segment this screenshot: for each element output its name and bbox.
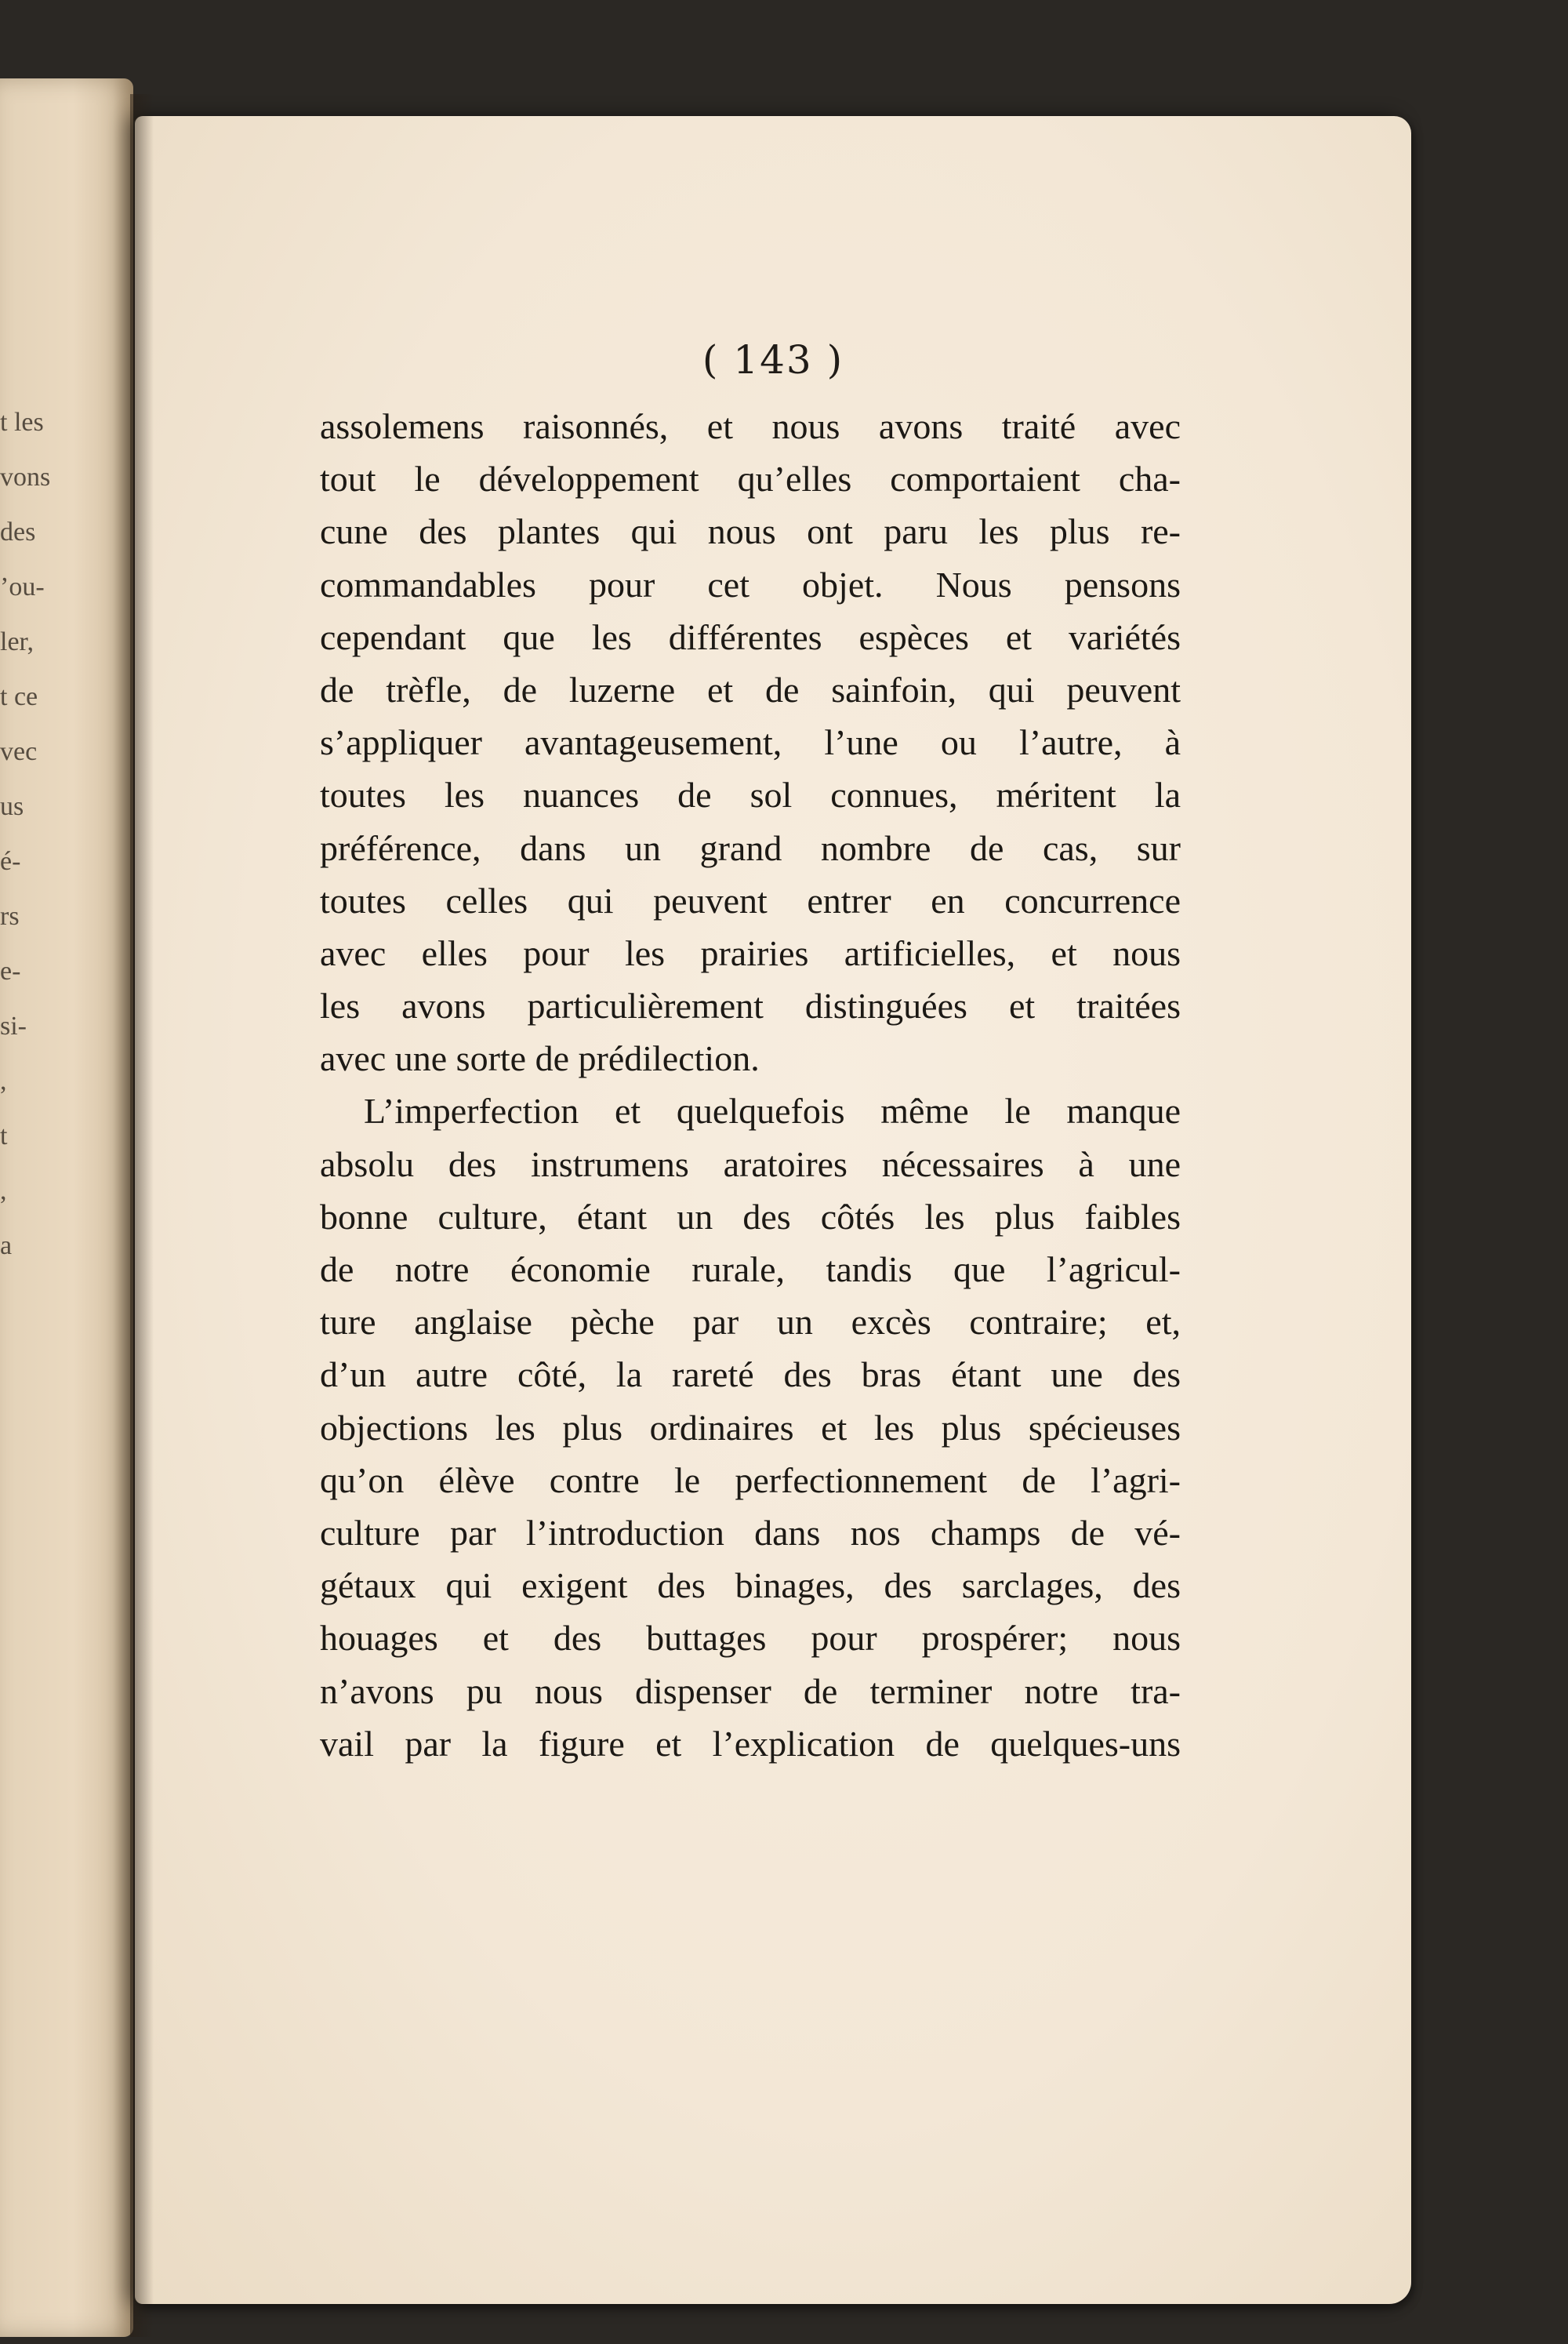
text-line: de notre économie rurale, tandis que l’agricul- <box>320 1249 1181 1289</box>
text-line: cune des plantes qui nous ont paru les plus re- <box>320 511 1181 552</box>
facing-page-fragment: , <box>0 1176 7 1205</box>
facing-page-fragment: t ce <box>0 682 38 711</box>
text-line: les avons particulièrement distinguées et traitées <box>320 986 1181 1027</box>
text-line: culture par l’introduction dans nos champs de vé- <box>320 1512 1181 1553</box>
text-line: L’imperfection et quelquefois même le manque <box>364 1091 1181 1132</box>
text-line: objections les plus ordinaires et les plus spécieuses <box>320 1407 1181 1448</box>
page-body <box>320 400 1181 1770</box>
paragraph <box>320 1085 1181 1769</box>
text-line: bonne culture, étant un des côtés les plus faibles <box>320 1196 1181 1237</box>
facing-page-fragment: e- <box>0 957 21 986</box>
facing-page-fragment: vec <box>0 737 38 766</box>
facing-page-fragment: t <box>0 1121 8 1150</box>
paragraph <box>320 400 1181 1085</box>
page-recto <box>135 116 1411 2304</box>
text-line: d’un autre côté, la rareté des bras étant une des <box>320 1354 1181 1395</box>
text-line: s’appliquer avantageusement, l’une ou l’autre, à <box>320 722 1181 763</box>
facing-page-fragment: , <box>0 1067 7 1096</box>
facing-page-fragment: si- <box>0 1012 27 1041</box>
page-number: ( 143 ) <box>702 337 844 383</box>
text-line: n’avons pu nous dispenser de terminer notre tra- <box>320 1670 1181 1711</box>
facing-page-fragment: é- <box>0 847 21 876</box>
text-line: cependant que les différentes espèces et variétés <box>320 616 1181 657</box>
text-line: toutes les nuances de sol connues, méritent la <box>320 775 1181 816</box>
facing-page-fragment: t les <box>0 408 44 437</box>
text-line: préférence, dans un grand nombre de cas, sur <box>320 827 1181 868</box>
text-line: toutes celles qui peuvent entrer en concurrence <box>320 880 1181 921</box>
text-line: avec elles pour les prairies artificielles, et nous <box>320 932 1181 973</box>
facing-page-fragment: a <box>0 1231 13 1260</box>
facing-page-fragment: rs <box>0 902 20 931</box>
facing-page-fragment: us <box>0 792 24 821</box>
text-line: absolu des instrumens aratoires nécessaires à une <box>320 1143 1181 1184</box>
facing-page-fragment: ler, <box>0 627 34 656</box>
facing-page-fragment: des <box>0 518 36 547</box>
text-line: commandables pour cet objet. Nous pensons <box>320 564 1181 605</box>
text-line: houages et des buttages pour prospérer; nous <box>320 1618 1181 1659</box>
text-line: tout le développement qu’elles comportaient cha- <box>320 459 1181 500</box>
text-line: qu’on élève contre le perfectionnement de l’agri- <box>320 1459 1181 1500</box>
text-line: gétaux qui exigent des binages, des sarclages, des <box>320 1565 1181 1606</box>
gutter-shadow <box>130 94 154 2337</box>
text-line: vail par la figure et l’explication de quelques-uns <box>320 1723 1181 1764</box>
text-line: de trèfle, de luzerne et de sainfoin, qui peuvent <box>320 669 1181 710</box>
facing-page-fragment: ’ou- <box>0 572 45 601</box>
facing-page-left <box>0 78 133 2337</box>
text-line: assolemens raisonnés, et nous avons traité avec <box>320 406 1181 446</box>
text-line: ture anglaise pèche par un excès contraire; et, <box>320 1302 1181 1343</box>
facing-page-fragment: vons <box>0 463 51 492</box>
text-line: avec une sorte de prédilection. <box>320 1038 760 1079</box>
